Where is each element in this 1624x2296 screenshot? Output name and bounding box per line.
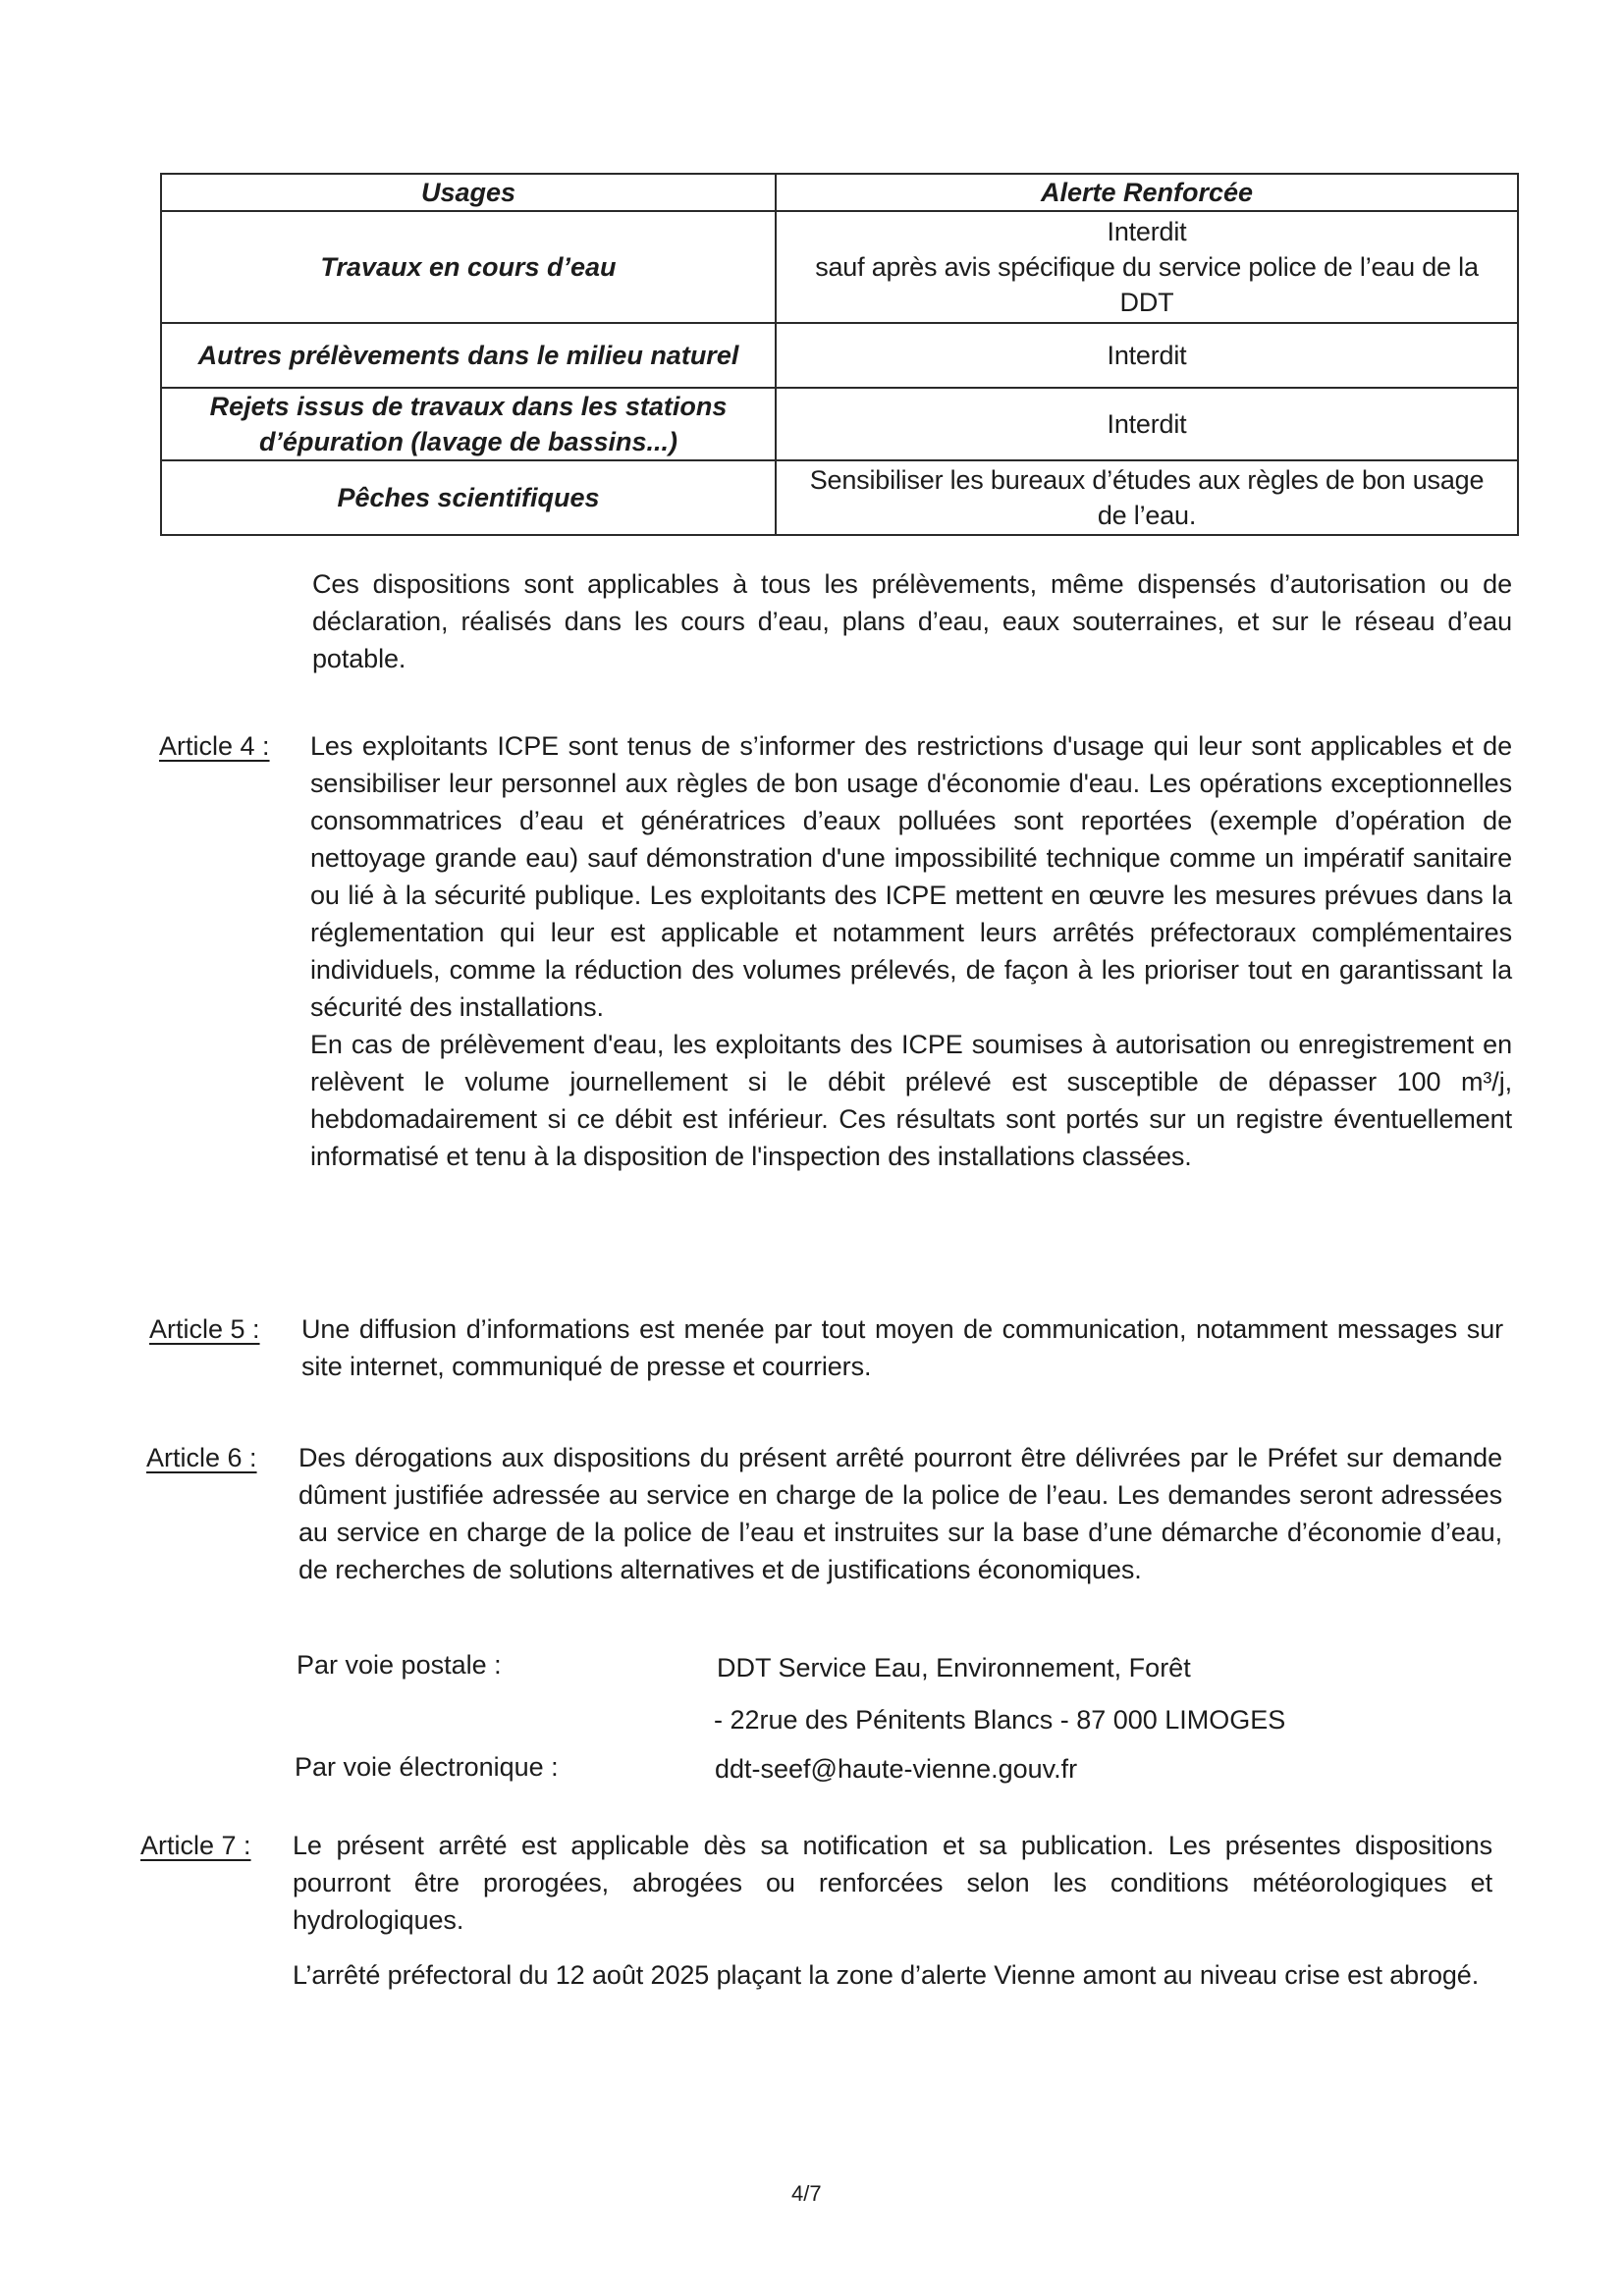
restriction-line: Sensibiliser les bureaux d’études aux règles de bon usage xyxy=(809,465,1485,495)
table-row xyxy=(161,211,1518,323)
usage-cell: Pêches scientifiques xyxy=(161,460,776,535)
postal-address-line-1: DDT Service Eau, Environnement, Forêt xyxy=(717,1653,1191,1682)
restriction-line: Interdit xyxy=(1107,409,1187,439)
article-5-paragraph-1: Une diffusion d’informations est menée par tout moyen de communication, notamment messages sur site internet, communiqué de presse et courriers. xyxy=(301,1314,1503,1381)
postal-address-line-2: - 22rue des Pénitents Blancs - 87 000 LIMOGES xyxy=(714,1705,1286,1735)
article-4-paragraph-2: En cas de prélèvement d'eau, les exploitants des ICPE soumises à autorisation ou enregistrement en relèvent le volume journellement si le débit prélevé est susceptible de dépasser 100 m³/j, hebdomadairement si ce débit est inférieur. Ces résultats sont portés sur un registre éventuellement informatisé et tenu à la disposition de l'inspection des installations classées. xyxy=(310,1030,1512,1171)
column-header-alerte-renforcee: Alerte Renforcée xyxy=(776,174,1518,211)
article-4-body xyxy=(310,727,1512,1175)
article-4-paragraph-1: Les exploitants ICPE sont tenus de s’informer des restrictions d'usage qui leur sont applicables et de sensibiliser leur personnel aux règles de bon usage d'économie d'eau. Les opérations exceptionnelles consommatrices d’eau et génératrices d’eaux polluées sont reportées (exemple d’opération de nettoyage grande eau) sauf démonstration d'une impossibilité technique comme un impératif sanitaire ou lié à la sécurité publique. Les exploitants des ICPE mettent en œuvre les mesures prévues dans la réglementation qui leur est applicable et notamment leurs arrêtés préfectoraux complémentaires individuels, comme la réduction des volumes prélevés, de façon à les prioriser tout en garantissant la sécurité des installations. xyxy=(310,731,1512,1022)
article-7-label: Article 7 : xyxy=(140,1831,251,1860)
restriction-line: Interdit xyxy=(1107,341,1187,370)
restriction-cell xyxy=(776,460,1518,535)
usage-line: d’épuration (lavage de bassins...) xyxy=(258,427,678,456)
article-6-body xyxy=(298,1439,1502,1588)
column-header-usages: Usages xyxy=(161,174,776,211)
email-label: Par voie électronique : xyxy=(295,1752,559,1782)
restriction-line: Interdit xyxy=(1107,217,1187,246)
scope-text: Ces dispositions sont applicables à tous les prélèvements, même dispensés d’autorisation ou de déclaration, réalisés dans les cours d’eau, plans d’eau, eaux souterraines, et sur le réseau d’eau potable. xyxy=(312,569,1512,673)
page-number: 4/7 xyxy=(791,2181,822,2206)
article-6-label: Article 6 : xyxy=(146,1443,257,1472)
restriction-cell xyxy=(776,211,1518,323)
usage-cell: Travaux en cours d’eau xyxy=(161,211,776,323)
table-row xyxy=(161,323,1518,388)
usage-line: Rejets issus de travaux dans les stations xyxy=(209,392,728,421)
table-row xyxy=(161,460,1518,535)
restriction-cell xyxy=(776,388,1518,460)
restriction-line: de l’eau. xyxy=(1097,501,1197,530)
usage-cell: Autres prélèvements dans le milieu naturel xyxy=(161,323,776,388)
article-6-paragraph-1: Des dérogations aux dispositions du présent arrêté pourront être délivrées par le Préfet sur demande dûment justifiée adressée au service en charge de la police de l’eau. Les demandes seront adressées au service en charge de la police de l’eau et instruites sur la base d’une démarche d’économie d’eau, de recherches de solutions alternatives et de justifications économiques. xyxy=(298,1443,1502,1584)
table-row xyxy=(161,388,1518,460)
scope-paragraph xyxy=(312,565,1512,677)
restriction-line: sauf après avis spécifique du service police de l’eau de la xyxy=(815,252,1479,282)
table-header-row xyxy=(161,174,1518,211)
restriction-cell xyxy=(776,323,1518,388)
article-7-paragraph-1: Le présent arrêté est applicable dès sa notification et sa publication. Les présentes dispositions pourront être prorogées, abrogées ou renforcées selon les conditions météorologiques et hydrologiques. xyxy=(293,1831,1492,1935)
postal-label: Par voie postale : xyxy=(297,1650,502,1680)
usage-cell xyxy=(161,388,776,460)
article-4-label: Article 4 : xyxy=(159,731,270,761)
restrictions-table xyxy=(160,173,1519,536)
article-5-body xyxy=(301,1310,1503,1385)
article-7-paragraph-2: L’arrêté préfectoral du 12 août 2025 plaçant la zone d’alerte Vienne amont au niveau crise est abrogé. xyxy=(293,1960,1480,1990)
article-7-body xyxy=(293,1827,1492,1994)
contact-email: ddt-seef@haute-vienne.gouv.fr xyxy=(715,1754,1078,1784)
restriction-line: DDT xyxy=(1119,288,1174,317)
article-5-label: Article 5 : xyxy=(149,1314,260,1344)
